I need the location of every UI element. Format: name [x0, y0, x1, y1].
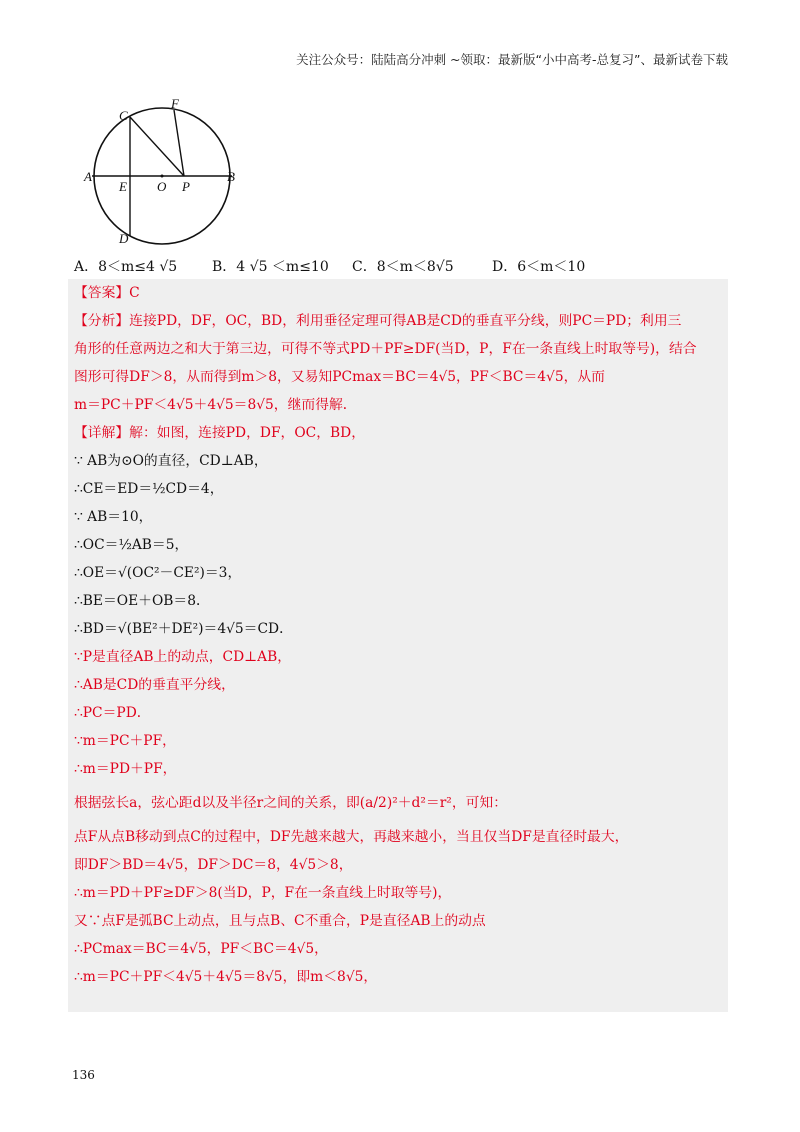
detail-line-8: ∴BD＝√(BE²＋DE²)＝4√5＝CD．: [74, 621, 293, 637]
detail-line-13: ∴m＝PD＋PF，: [74, 761, 177, 777]
option-d: D．6＜m＜10: [492, 259, 586, 275]
option-b: B．4 √5 ＜m≤10: [212, 259, 329, 275]
detail-line-15: 点F从点B移动到点C的过程中，DF先越来越大，再越来越小，当且仅当DF是直径时最大，: [74, 829, 629, 845]
analysis-line-1: 【分析】连接PD，DF，OC，BD，利用垂径定理可得AB是CD的垂直平分线，则PC＝PD；利用三: [74, 313, 682, 329]
label-b: B: [227, 169, 235, 184]
detail-line-19: ∴PCmax＝BC＝4√5，PF＜BC＝4√5，: [74, 941, 328, 957]
detail-line-9: ∵P是直径AB上的动点，CD⊥AB，: [74, 649, 292, 665]
circle-figure: [82, 92, 242, 252]
detail-line-20: ∴m＝PC＋PF＜4√5＋4√5＝8√5，即m＜8√5，: [74, 969, 378, 985]
detail-line-18: 又∵点F是弧BC上动点，且与点B、C不重合，P是直径AB上的动点: [74, 913, 486, 929]
label-e: E: [119, 179, 127, 194]
detail-line-2: ∵ AB为⊙O的直径，CD⊥AB，: [74, 453, 268, 469]
option-a: A．8＜m≤4 √5: [74, 259, 178, 275]
analysis-line-4: m＝PC＋PF＜4√5＋4√5＝8√5，继而得解．: [74, 397, 357, 413]
detail-line-7: ∴BE＝OE＋OB＝8．: [74, 593, 210, 609]
solution-block: [68, 279, 728, 1012]
detail-line-12: ∵m＝PC＋PF，: [74, 733, 176, 749]
center-point: [161, 175, 164, 178]
option-c: C．8＜m＜8√5: [352, 259, 454, 275]
detail-line-16: 即DF＞BD＝4√5，DF＞DC＝8，4√5＞8，: [74, 857, 353, 873]
label-c: C: [119, 108, 128, 123]
detail-line-3: ∴CE＝ED＝½CD＝4，: [74, 481, 224, 497]
page-header: 关注公众号：陆陆高分冲刺 ~领取：最新版“小中高考-总复习”、最新试卷下载: [296, 52, 728, 67]
detail-line-4: ∵ AB＝10，: [74, 509, 153, 525]
detail-line-5: ∴OC＝½AB＝5，: [74, 537, 189, 553]
analysis-line-2: 角形的任意两边之和大于第三边，可得不等式PD＋PF≥DF(当D，P，F在一条直线上时取等号)，结合: [74, 341, 697, 357]
detail-line-10: ∴AB是CD的垂直平分线，: [74, 677, 235, 693]
answer-line: 【答案】C: [74, 285, 140, 301]
label-p: P: [182, 179, 190, 194]
page-number: 136: [72, 1068, 95, 1082]
detail-line-14: 根据弦长a，弦心距d以及半径r之间的关系，即(a/2)²＋d²＝r²，可知：: [74, 795, 508, 811]
analysis-line-3: 图形可得DF＞8，从而得到m＞8，又易知PCmax＝BC＝4√5，PF＜BC＝4√5，从而: [74, 369, 605, 385]
label-a: A: [84, 169, 92, 184]
detail-line-6: ∴OE＝√(OC²－CE²)＝3，: [74, 565, 242, 581]
detail-line-11: ∴PC＝PD．: [74, 705, 151, 721]
detail-line-17: ∴m＝PD＋PF≥DF＞8(当D，P，F在一条直线上时取等号)，: [74, 885, 452, 901]
label-o: O: [157, 179, 167, 194]
detail-line-1: 【详解】解：如图，连接PD，DF，OC，BD，: [74, 425, 365, 441]
label-f: F: [171, 96, 179, 111]
label-d: D: [119, 231, 129, 246]
